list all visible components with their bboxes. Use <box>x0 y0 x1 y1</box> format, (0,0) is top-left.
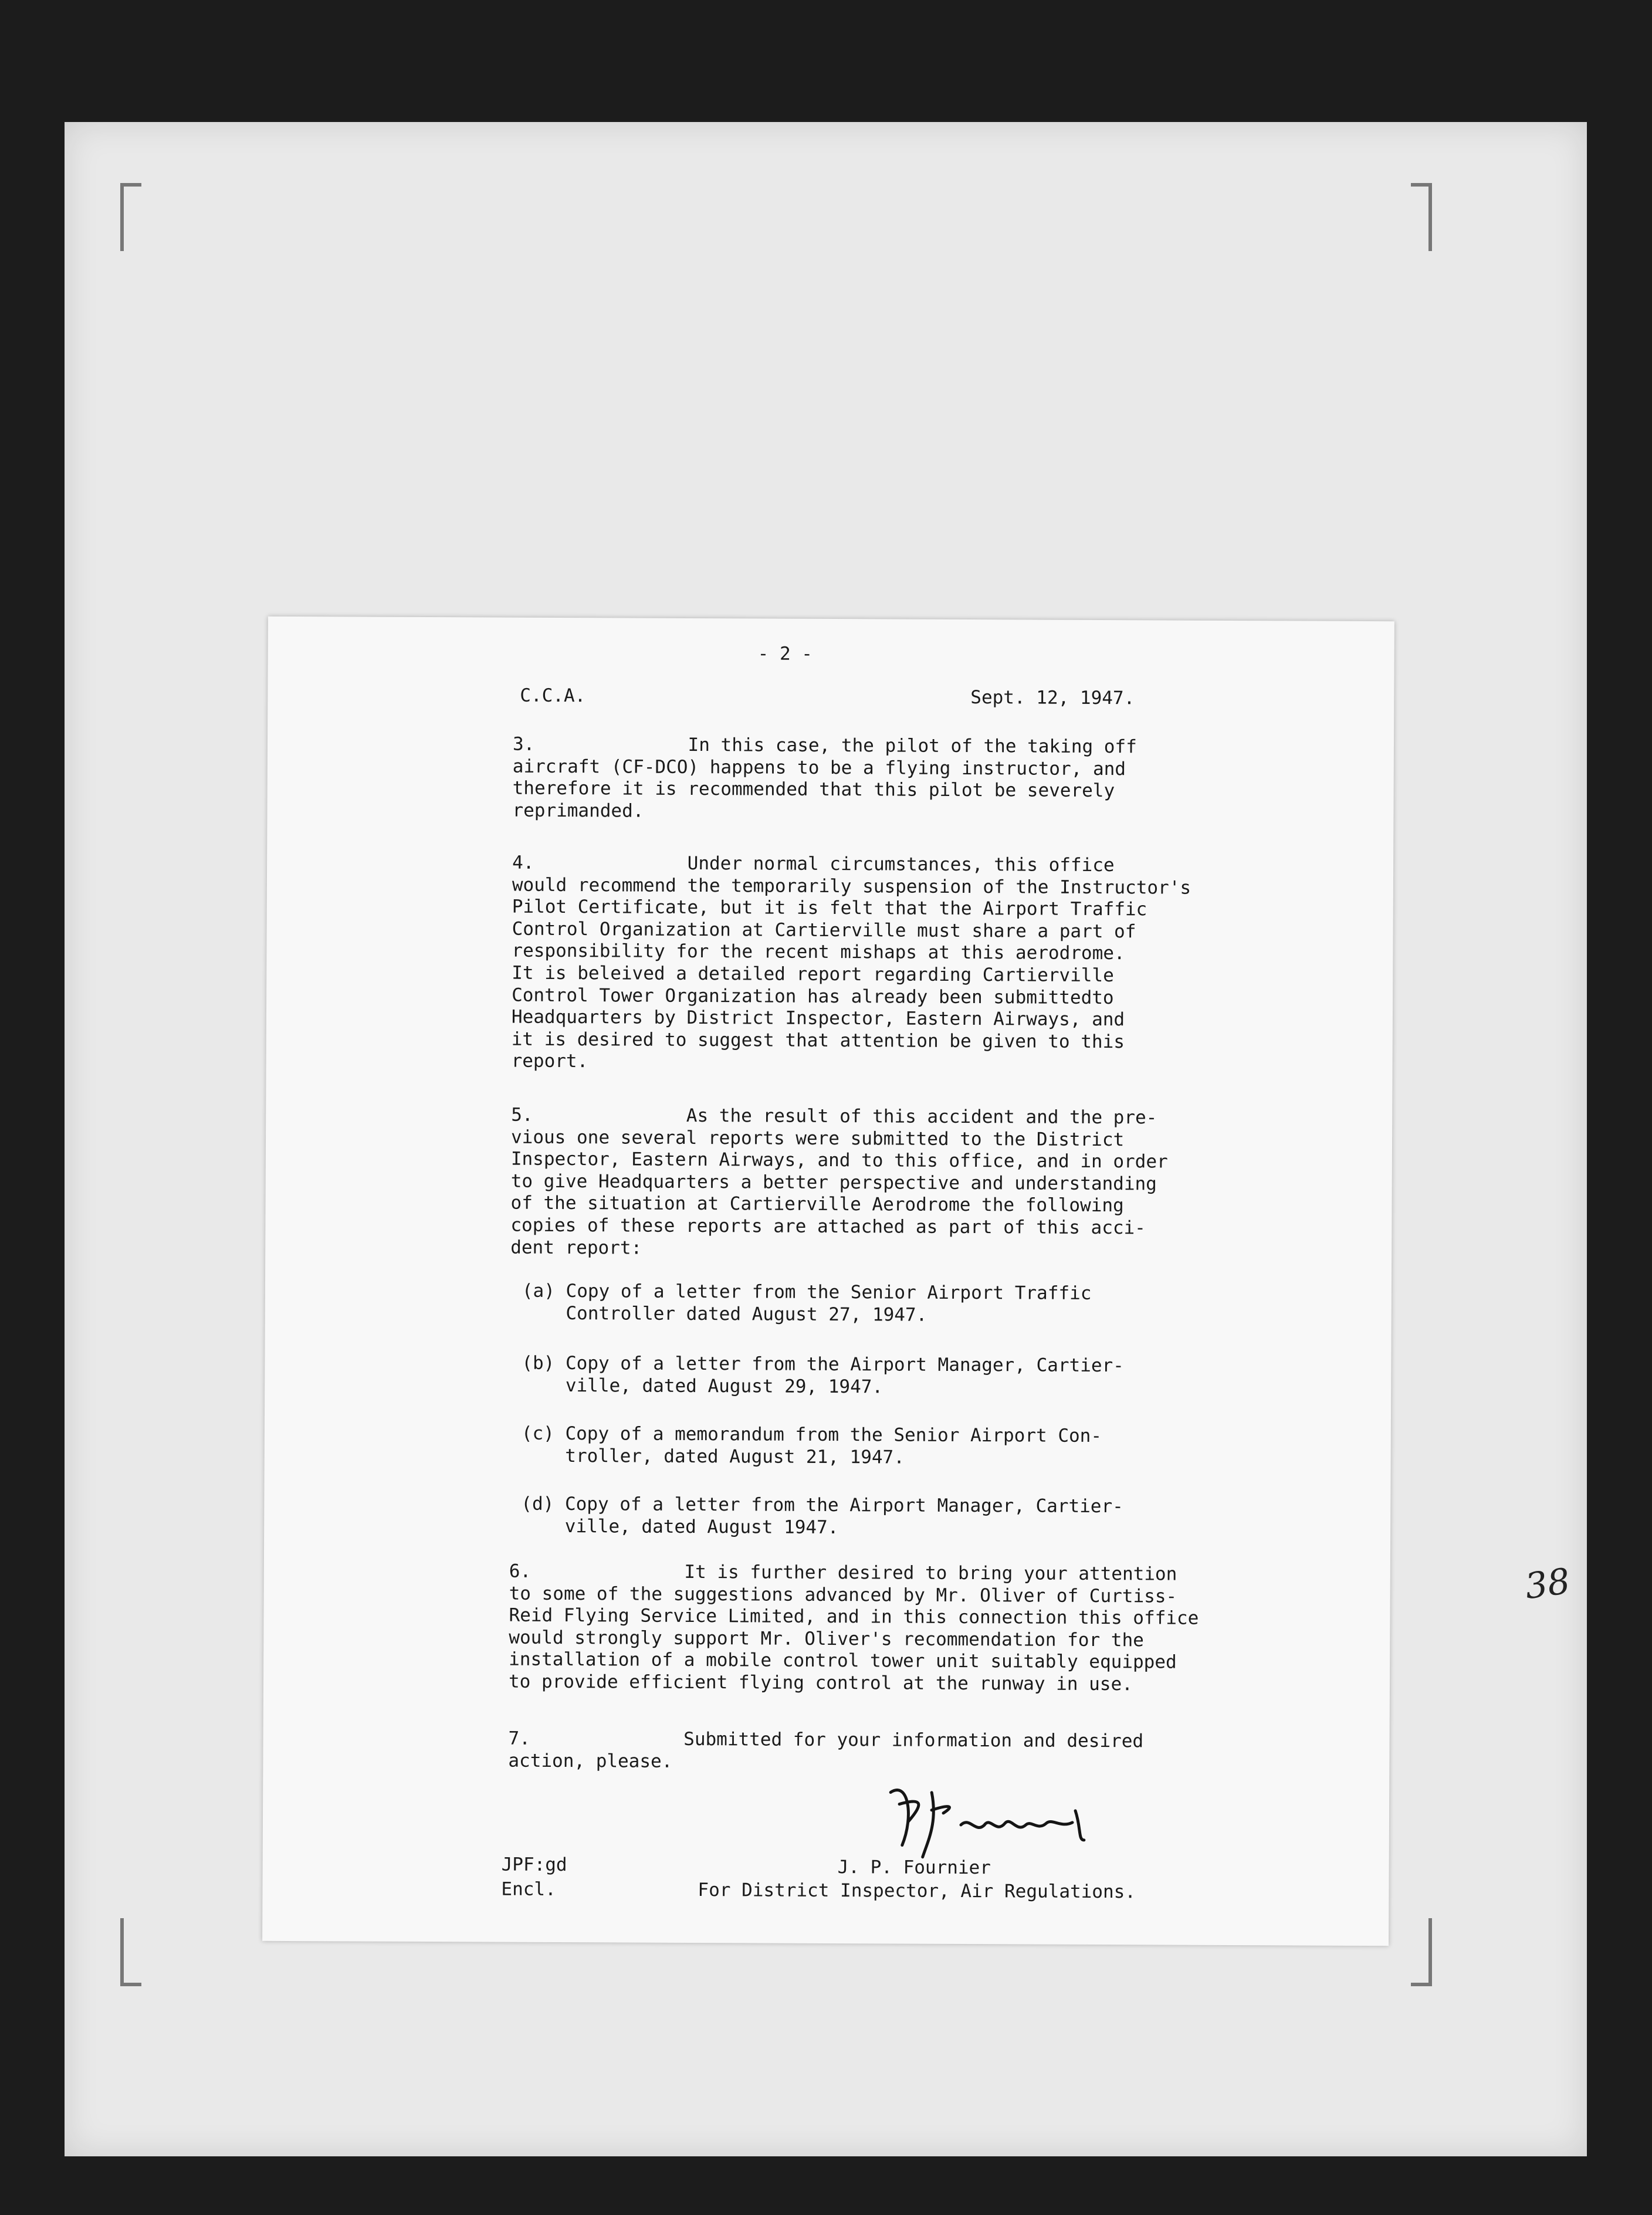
crop-mark-top-right <box>1411 183 1432 251</box>
handwritten-signature-icon <box>873 1769 1120 1864</box>
enclosure-note: Encl. <box>501 1878 556 1900</box>
reference-initials: JPF:gd <box>501 1854 567 1876</box>
signer-title: For District Inspector, Air Regulations. <box>698 1879 1136 1903</box>
signer-name: J. P. Fournier <box>837 1857 991 1879</box>
list-item-d: (d) Copy of a letter from the Airport Manager, Cartier- ville, dated August 1947. <box>521 1493 1123 1538</box>
paragraph-6: 6. It is further desired to bring your attention to some of the suggestions advanced by Mr. Oliver of Curtiss- Reid Flying Service Limited, and in this connection this office would strongly support Mr. Oliver's recommendation for the installation of a mobile control tower unit suitably equipped to provide efficient flying control at the runway in use. <box>508 1560 1199 1695</box>
crop-mark-bottom-right <box>1411 1918 1432 1986</box>
paragraph-4: 4. Under normal circumstances, this office would recommend the temporarily suspension of the Instructor's Pilot Certificate, but it is felt that the Airport Traffic Control Organization at Cartierville must share a part of responsibility for the recent mishaps at this aerodrome. It is beleived a detailed report regarding Cartierville Control Tower Organization has already been submittedto Headquarters by District Inspector, Eastern Airways, and it is desired to suggest that attention be given to this report. <box>511 852 1191 1072</box>
addressee: C.C.A. <box>520 685 586 707</box>
paragraph-5: 5. As the result of this accident and the pre- vious one several reports were submitted to the District Inspector, Eastern Airways, and to this office, and in order to give Headquarters a better perspective and understanding of the situation at Cartierville Aerodrome the following copies of these reports are attached as part of this acci- dent report: <box>510 1104 1168 1259</box>
letter-page <box>262 617 1573 1946</box>
list-item-b: (b) Copy of a letter from the Airport Manager, Cartier- ville, dated August 29, 1947. <box>522 1352 1124 1398</box>
page-number: - 2 - <box>757 643 813 665</box>
paragraph-3: 3. In this case, the pilot of the taking off aircraft (CF-DCO) happens to be a flying instructor, and therefore it is recommended that this pilot be severely reprimanded. <box>512 733 1137 822</box>
letter-date: Sept. 12, 1947. <box>970 687 1135 709</box>
list-item-c: (c) Copy of a memorandum from the Senior Airport Con- troller, dated August 21, 1947. <box>521 1423 1102 1468</box>
paragraph-7: 7. Submitted for your information and desired action, please. <box>508 1728 1144 1772</box>
list-item-a: (a) Copy of a letter from the Senior Airport Traffic Controller dated August 27, 1947. <box>522 1280 1092 1326</box>
crop-mark-top-left <box>120 183 141 251</box>
crop-mark-bottom-left <box>120 1918 141 1986</box>
handwritten-margin-note: 38 <box>1522 1560 1573 1608</box>
